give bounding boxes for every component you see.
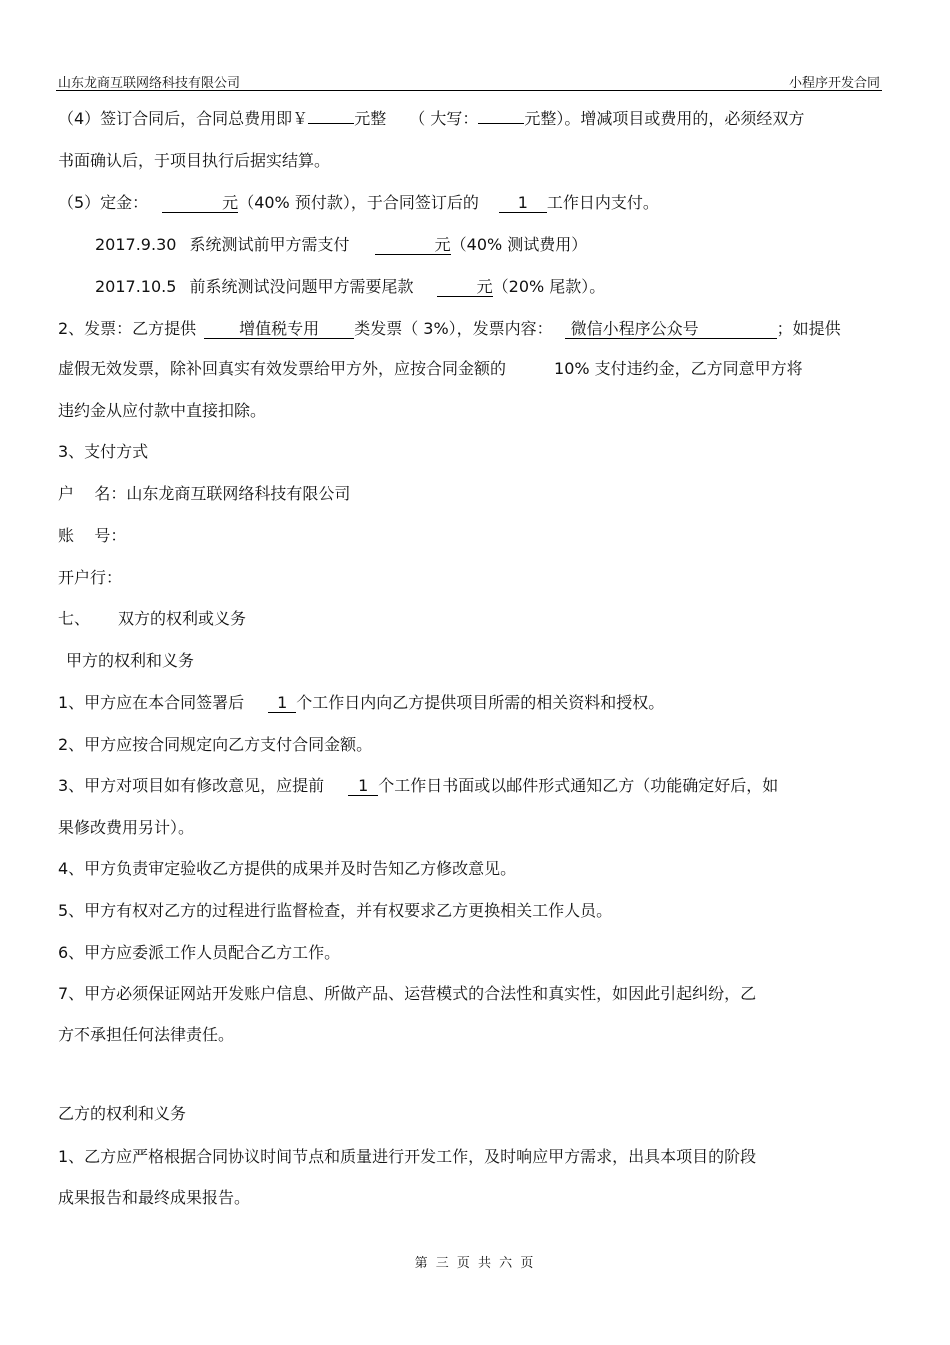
text: 1、甲方应在本合同签署后 (58, 693, 245, 712)
payment-stage-2 (95, 276, 605, 298)
party-a-title: 甲方的权利和义务 (66, 651, 195, 670)
account-number: 账 号： (58, 526, 127, 545)
party-a-item-3-cont: 果修改费用另计）。 (58, 818, 195, 837)
text: （20% 尾款）。 (492, 277, 606, 296)
section-7-heading (58, 608, 246, 630)
text: （5）定金： (58, 193, 149, 212)
clause-5-deposit (58, 192, 659, 214)
bank-name: 开户行： (58, 568, 123, 587)
party-a-item-4: 4、甲方负责审定验收乙方提供的成果并及时告知乙方修改意见。 (58, 859, 517, 878)
text: 3、甲方对项目如有修改意见，应提前 (58, 776, 325, 795)
party-a-item-6: 6、甲方应委派工作人员配合乙方工作。 (58, 943, 341, 962)
text: 元整 (354, 109, 387, 128)
text: 系统测试前甲方需支付 (189, 235, 350, 254)
blank-invoice-content: 微信小程序公众号 (565, 320, 777, 339)
party-a-item-7: 7、甲方必须保证网站开发账户信息、所做产品、运营模式的合法性和真实性，如因此引起纠纷，乙 (58, 984, 757, 1003)
text: 个工作日内向乙方提供项目所需的相关资料和授权。 (296, 693, 665, 712)
text: 前系统测试没问题甲方需要尾款 (189, 277, 414, 296)
blank-days: 1 (348, 777, 378, 796)
party-a-item-7-cont: 方不承担任何法律责任。 (58, 1025, 235, 1044)
blank-stage-1-amount: 元 (375, 236, 451, 255)
blank-stage-2-amount: 元 (437, 278, 493, 297)
payment-method-title: 3、支付方式 (58, 442, 149, 461)
blank-invoice-type: 增值税专用 (204, 320, 354, 339)
text: 工作日内支付。 (546, 193, 659, 212)
header-company: 山东龙商互联网络科技有限公司 (58, 76, 241, 91)
text: （4）签订合同后，合同总费用即￥ (58, 109, 309, 128)
account-name: 户 名：山东龙商互联网络科技有限公司 (58, 484, 351, 503)
payment-date: 2017.9.30 (95, 235, 177, 254)
text: （40% 测试费用） (450, 235, 588, 254)
blank-total-fee (308, 123, 354, 124)
payment-stage-1 (95, 234, 587, 256)
text: 2、发票：乙方提供 (58, 319, 197, 338)
text: 类发票（ 3%），发票内容： (354, 319, 553, 338)
blank-total-fee-uppercase (478, 123, 524, 124)
clause-4-line1 (58, 108, 804, 130)
blank-deposit-days: 1 (499, 194, 547, 213)
party-b-item-1-cont: 成果报告和最终成果报告。 (58, 1188, 251, 1207)
clause-4-line2: 书面确认后，于项目执行后据实结算。 (58, 151, 331, 170)
blank-deposit: 元 (162, 194, 238, 213)
payment-date: 2017.10.5 (95, 277, 177, 296)
invoice-line1 (58, 318, 841, 340)
section-number: 七、 (58, 609, 91, 628)
party-a-item-3 (58, 775, 778, 797)
invoice-line2 (58, 358, 803, 380)
header-rule (56, 90, 882, 91)
header-doc-title: 小程序开发合同 (788, 76, 880, 91)
text: 元整）。增减项目或费用的，必须经双方 (524, 109, 805, 128)
party-b-item-1: 1、乙方应严格根据合同协议时间节点和质量进行开发工作，及时响应甲方需求，出具本项目的阶段 (58, 1147, 757, 1166)
party-b-title: 乙方的权利和义务 (58, 1104, 187, 1123)
invoice-line3: 违约金从应付款中直接扣除。 (58, 401, 267, 420)
text: 个工作日书面或以邮件形式通知乙方（功能确定好后，如 (378, 776, 779, 795)
party-a-item-5: 5、甲方有权对乙方的过程进行监督检查，并有权要求乙方更换相关工作人员。 (58, 901, 613, 920)
party-a-item-2: 2、甲方应按合同规定向乙方支付合同金额。 (58, 735, 373, 754)
section-title: 双方的权利或义务 (118, 609, 247, 628)
text: ；如提供 (776, 319, 841, 338)
text: （ 大写： (409, 109, 479, 128)
blank-days: 1 (268, 694, 296, 713)
text: （40% 预付款），于合同签订后的 (238, 193, 479, 212)
text: 10% 支付违约金，乙方同意甲方将 (554, 359, 803, 378)
page-number: 第 三 页 共 六 页 (414, 1256, 536, 1271)
party-a-item-1 (58, 692, 664, 714)
text: 虚假无效发票，除补回真实有效发票给甲方外，应按合同金额的 (58, 359, 507, 378)
